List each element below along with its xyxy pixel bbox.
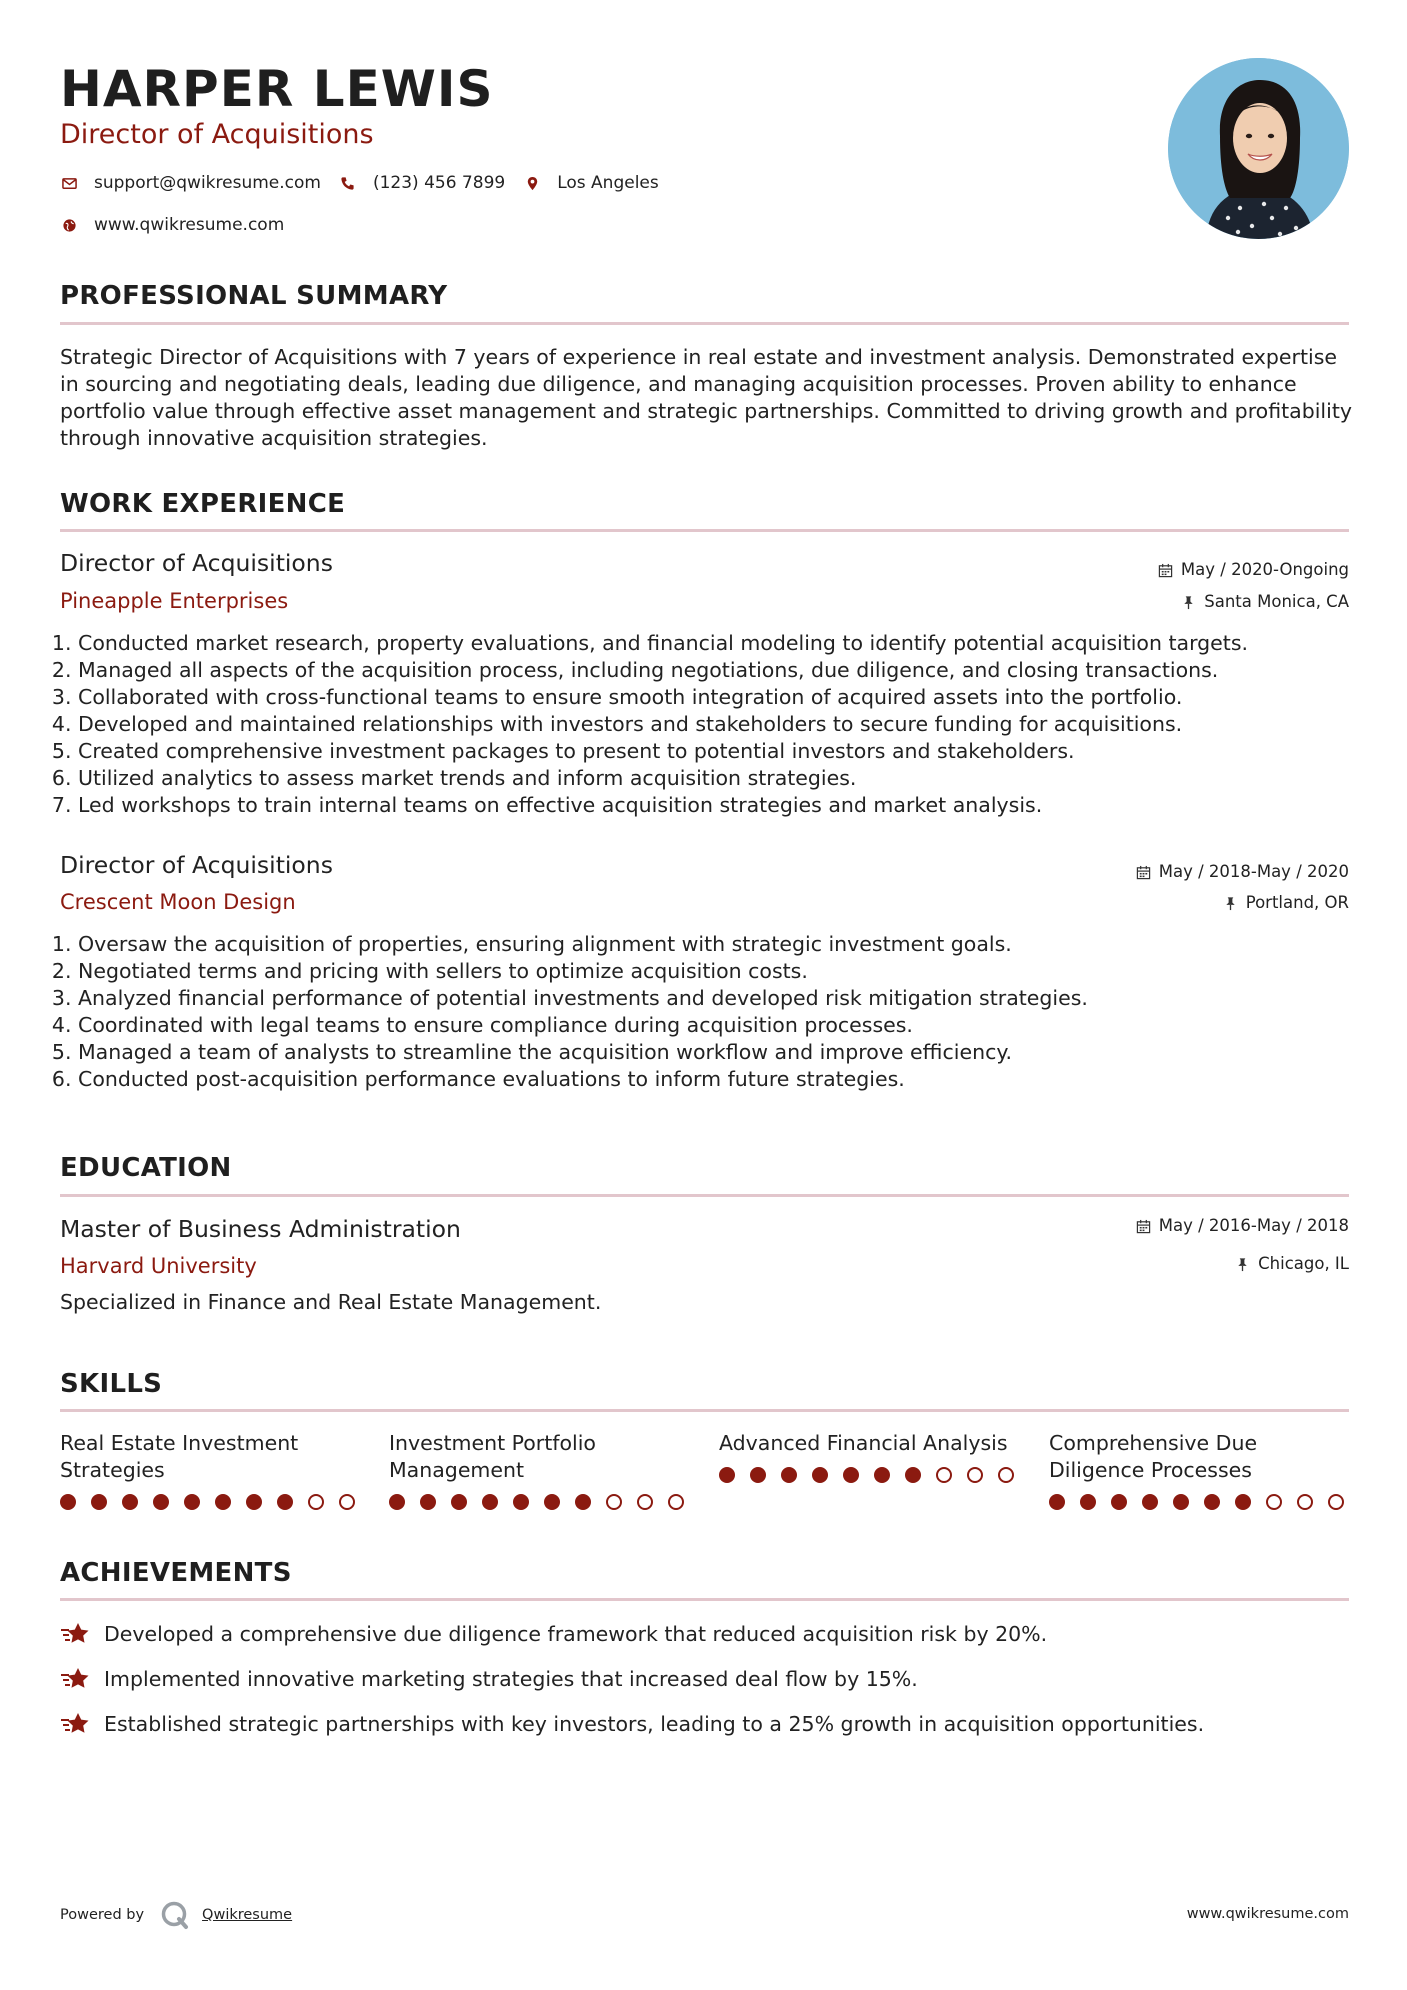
list-item: 2. Negotiated terms and pricing with sellers to optimize acquisition costs. bbox=[78, 958, 1368, 985]
rating-dot-empty bbox=[998, 1467, 1014, 1483]
star-icon bbox=[60, 1665, 92, 1693]
summary-text: Strategic Director of Acquisitions with 7 years of experience in real estate and investment analysis. Demonstrated expertise in sourcing and negotiating deals, leading due diligence, and managing acquisition processes. Proven ability to enhance portfolio value through effective asset management and strategic partnerships. Committed to driving growth and profitability through innovative acquisition strategies. bbox=[60, 345, 1352, 450]
summary-heading: PROFESSIONAL SUMMARY bbox=[60, 281, 448, 311]
calendar-icon bbox=[1136, 1219, 1151, 1234]
star-icon bbox=[60, 1710, 92, 1738]
list-item: 7. Led workshops to train internal teams on effective acquisition strategies and market analysis. bbox=[78, 792, 1368, 819]
skill-item bbox=[719, 1430, 1019, 1457]
website-row bbox=[60, 214, 284, 236]
rating-dot-filled bbox=[122, 1494, 138, 1510]
rating-dot-filled bbox=[905, 1467, 921, 1483]
rating-dot-empty bbox=[637, 1494, 653, 1510]
rating-dot-empty bbox=[339, 1494, 355, 1510]
education-location bbox=[1235, 1253, 1349, 1275]
rating-dot-empty bbox=[308, 1494, 324, 1510]
job-dates bbox=[1136, 861, 1349, 883]
rating-dot-filled bbox=[389, 1494, 405, 1510]
rating-dot-filled bbox=[1173, 1494, 1189, 1510]
skill-item bbox=[389, 1430, 689, 1484]
job-location bbox=[1223, 892, 1349, 914]
calendar-icon bbox=[1136, 865, 1151, 880]
experience-heading: WORK EXPERIENCE bbox=[60, 489, 346, 519]
skill-name: Real Estate Investment Strategies bbox=[60, 1431, 299, 1482]
achievement-text: Implemented innovative marketing strategies that increased deal flow by 15%. bbox=[104, 1666, 918, 1691]
job-duties-list bbox=[60, 931, 1368, 1093]
degree-title: Master of Business Administration bbox=[60, 1215, 461, 1243]
school-name: Harvard University bbox=[60, 1254, 257, 1278]
star-icon bbox=[60, 1620, 92, 1648]
skills-heading: SKILLS bbox=[60, 1369, 163, 1399]
rating-dot-empty bbox=[967, 1467, 983, 1483]
rating-dot-filled bbox=[184, 1494, 200, 1510]
list-item: 6. Conducted post-acquisition performance evaluations to inform future strategies. bbox=[78, 1066, 1368, 1093]
calendar-icon bbox=[1158, 563, 1173, 578]
rating-dot-filled bbox=[451, 1494, 467, 1510]
map-pin-icon bbox=[523, 176, 541, 191]
job-location-text: Santa Monica, CA bbox=[1204, 592, 1349, 611]
skill-name: Comprehensive Due Diligence Processes bbox=[1049, 1431, 1258, 1482]
rating-dot-filled bbox=[1204, 1494, 1220, 1510]
experience-divider bbox=[60, 529, 1349, 532]
achievement-text: Established strategic partnerships with key investors, leading to a 25% growth in acquisition opportunities. bbox=[104, 1711, 1205, 1736]
list-item: 6. Utilized analytics to assess market trends and inform acquisition strategies. bbox=[78, 765, 1368, 792]
rating-dot-filled bbox=[482, 1494, 498, 1510]
pushpin-icon bbox=[1223, 896, 1238, 911]
achievements-heading: ACHIEVEMENTS bbox=[60, 1558, 292, 1588]
rating-dot-filled bbox=[60, 1494, 76, 1510]
rating-dot-empty bbox=[936, 1467, 952, 1483]
contact-location: Los Angeles bbox=[557, 173, 659, 193]
skill-rating bbox=[60, 1494, 370, 1510]
candidate-role: Director of Acquisitions bbox=[60, 119, 374, 150]
rating-dot-filled bbox=[1049, 1494, 1065, 1510]
rating-dot-empty bbox=[1297, 1494, 1313, 1510]
list-item: 5. Managed a team of analysts to streamline the acquisition workflow and improve efficiency. bbox=[78, 1039, 1368, 1066]
rating-dot-empty bbox=[668, 1494, 684, 1510]
education-dates bbox=[1136, 1215, 1349, 1237]
profile-photo bbox=[1168, 58, 1349, 239]
achievements-divider bbox=[60, 1598, 1349, 1601]
footer-website[interactable]: www.qwikresume.com bbox=[1186, 1906, 1349, 1922]
job-location-text: Portland, OR bbox=[1245, 893, 1349, 912]
list-item: 3. Analyzed financial performance of potential investments and developed risk mitigation strategies. bbox=[78, 985, 1368, 1012]
list-item: 4. Coordinated with legal teams to ensure compliance during acquisition processes. bbox=[78, 1012, 1368, 1039]
contact-email[interactable]: support@qwikresume.com bbox=[94, 173, 321, 193]
job-title: Director of Acquisitions bbox=[60, 851, 333, 879]
company-name: Crescent Moon Design bbox=[60, 890, 296, 914]
job-dates-text: May / 2018-May / 2020 bbox=[1158, 862, 1349, 881]
education-heading: EDUCATION bbox=[60, 1153, 232, 1183]
rating-dot-filled bbox=[246, 1494, 262, 1510]
list-item: 4. Developed and maintained relationships with investors and stakeholders to secure funding for acquisitions. bbox=[78, 711, 1368, 738]
rating-dot-filled bbox=[874, 1467, 890, 1483]
list-item: 3. Collaborated with cross-functional teams to ensure smooth integration of acquired assets into the portfolio. bbox=[78, 684, 1368, 711]
rating-dot-filled bbox=[91, 1494, 107, 1510]
globe-icon bbox=[60, 218, 78, 233]
rating-dot-filled bbox=[1142, 1494, 1158, 1510]
contact-phone[interactable]: (123) 456 7899 bbox=[372, 173, 506, 193]
candidate-name: HARPER LEWIS bbox=[60, 60, 494, 118]
education-note: Specialized in Finance and Real Estate Management. bbox=[60, 1290, 602, 1314]
skill-name: Investment Portfolio Management bbox=[389, 1431, 596, 1482]
rating-dot-filled bbox=[750, 1467, 766, 1483]
rating-dot-filled bbox=[812, 1467, 828, 1483]
job-dates bbox=[1158, 559, 1349, 581]
achievement-item bbox=[60, 1710, 1204, 1738]
envelope-icon bbox=[60, 176, 78, 191]
skill-item bbox=[1049, 1430, 1349, 1484]
rating-dot-filled bbox=[575, 1494, 591, 1510]
rating-dot-filled bbox=[719, 1467, 735, 1483]
list-item: 2. Managed all aspects of the acquisition process, including negotiations, due diligence, and closing transactions. bbox=[78, 657, 1368, 684]
skill-name: Advanced Financial Analysis bbox=[719, 1431, 1008, 1455]
rating-dot-empty bbox=[606, 1494, 622, 1510]
qwikresume-logo-icon bbox=[160, 1900, 190, 1930]
rating-dot-filled bbox=[544, 1494, 560, 1510]
achievement-item bbox=[60, 1665, 918, 1693]
rating-dot-filled bbox=[153, 1494, 169, 1510]
powered-by-label: Powered by bbox=[60, 1907, 145, 1923]
phone-icon bbox=[339, 176, 357, 191]
rating-dot-empty bbox=[1328, 1494, 1344, 1510]
rating-dot-filled bbox=[1235, 1494, 1251, 1510]
achievement-item bbox=[60, 1620, 1047, 1648]
job-duties-list bbox=[60, 630, 1368, 819]
qwikresume-link[interactable]: Qwikresume bbox=[202, 1907, 293, 1923]
pushpin-icon bbox=[1235, 1257, 1250, 1272]
skills-divider bbox=[60, 1409, 1349, 1412]
skill-rating bbox=[1049, 1494, 1359, 1510]
rating-dot-filled bbox=[781, 1467, 797, 1483]
job-dates-text: May / 2020-Ongoing bbox=[1180, 560, 1349, 579]
education-divider bbox=[60, 1194, 1349, 1197]
rating-dot-filled bbox=[1111, 1494, 1127, 1510]
rating-dot-filled bbox=[513, 1494, 529, 1510]
list-item: 5. Created comprehensive investment packages to present to potential investors and stakeholders. bbox=[78, 738, 1368, 765]
contact-website[interactable]: www.qwikresume.com bbox=[94, 215, 285, 235]
rating-dot-filled bbox=[1080, 1494, 1096, 1510]
company-name: Pineapple Enterprises bbox=[60, 589, 289, 613]
contact-row bbox=[60, 172, 659, 194]
education-dates-text: May / 2016-May / 2018 bbox=[1158, 1216, 1349, 1235]
job-title: Director of Acquisitions bbox=[60, 549, 333, 577]
list-item: 1. Oversaw the acquisition of properties, ensuring alignment with strategic investment goals. bbox=[78, 931, 1368, 958]
rating-dot-filled bbox=[420, 1494, 436, 1510]
rating-dot-filled bbox=[215, 1494, 231, 1510]
rating-dot-filled bbox=[277, 1494, 293, 1510]
achievement-text: Developed a comprehensive due diligence framework that reduced acquisition risk by 20%. bbox=[104, 1621, 1048, 1646]
skill-item bbox=[60, 1430, 360, 1484]
skill-rating bbox=[389, 1494, 699, 1510]
skill-rating bbox=[719, 1467, 1029, 1483]
pushpin-icon bbox=[1181, 595, 1196, 610]
job-location bbox=[1181, 591, 1349, 613]
summary-divider bbox=[60, 322, 1349, 325]
rating-dot-filled bbox=[843, 1467, 859, 1483]
rating-dot-empty bbox=[1266, 1494, 1282, 1510]
education-location-text: Chicago, IL bbox=[1258, 1254, 1349, 1273]
footer-powered-by bbox=[60, 1900, 292, 1930]
list-item: 1. Conducted market research, property evaluations, and financial modeling to identify potential acquisition targets. bbox=[78, 630, 1368, 657]
